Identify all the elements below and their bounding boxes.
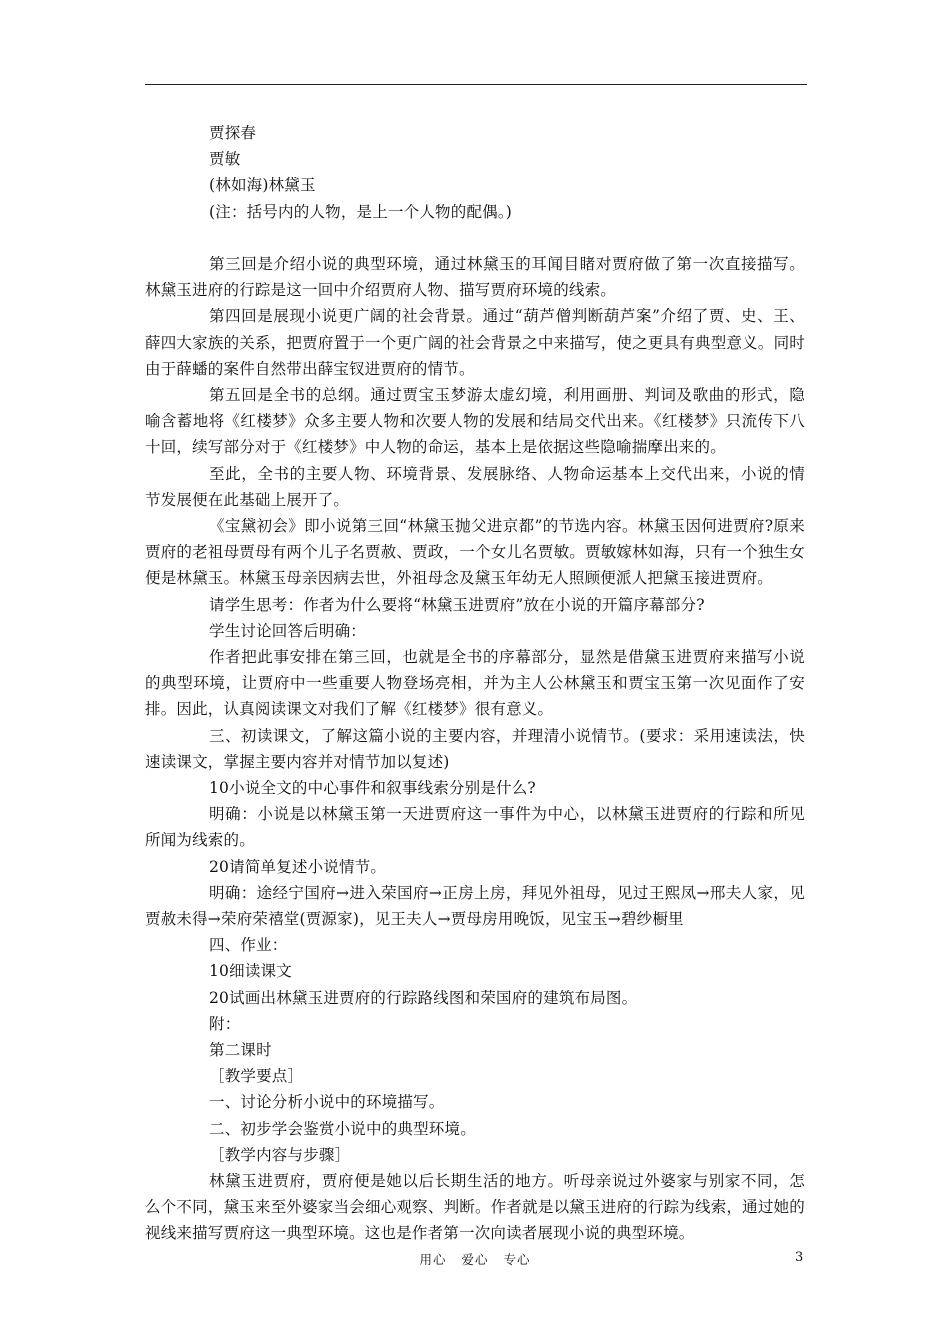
paragraph: 林黛玉进贾府，贾府便是她以后长期生活的地方。听母亲说过外婆家与别家不同，怎么个不同，黛玉来至外婆家当会细心观察、判断。作者就是以黛玉进府的行踪为线索，通过她的视线来描写贾府这一典型环境。这也是作者第一次向读者展现小说的典型环境。 bbox=[145, 1172, 805, 1243]
header-rule bbox=[145, 84, 807, 85]
page-number: 3 bbox=[795, 1250, 804, 1265]
paragraph: 明确：途经宁国府→进入荣国府→正房上房，拜见外祖母，见过王熙凤→邢夫人家，见贾赦未得→荣府荣禧堂(贾源家)，见王夫人→贾母房用晚饭，见宝玉→碧纱橱里 bbox=[145, 883, 805, 929]
paragraph: 第五回是全书的总纲。通过贾宝玉梦游太虚幻境，利用画册、判词及歌曲的形式，隐喻含蓄地将《红楼梦》众多主要人物和次要人物的发展和结局交代出来。《红楼梦》只流传下八十回，续写部分对于《红楼梦》中人物的命运，基本上是依据这些隐喻揣摩出来的。 bbox=[145, 385, 805, 457]
paragraph: 20试画出林黛玉进贾府的行踪路线图和荣国府的建筑布局图。 bbox=[209, 988, 638, 1007]
paragraph: 20请简单复述小说情节。 bbox=[209, 857, 387, 876]
paragraph: 《宝黛初会》即小说第三回“林黛玉抛父进京都”的节选内容。林黛玉因何进贾府?原来贾府的老祖母贾母有两个儿子名贾赦、贾政，一个女儿名贾敏。贾敏嫁林如海，只有一个独生女便是林黛玉。林黛玉母亲因病去世，外祖母念及黛玉年幼无人照顾便派人把黛玉接进贾府。 bbox=[145, 516, 805, 588]
footer-motto: 用心 爱心 专心 bbox=[419, 1252, 531, 1267]
text-line: (注：括号内的人物，是上一个人物的配偶。) bbox=[209, 202, 513, 221]
paragraph: ［教学要点］ bbox=[209, 1067, 304, 1086]
paragraph: 第二课时 bbox=[209, 1041, 272, 1060]
page-body bbox=[145, 120, 805, 1247]
paragraph: 三、初读课文，了解这篇小说的主要内容，并理清小说情节。(要求：采用速读法，快速读课文，掌握主要内容并对情节加以复述) bbox=[145, 726, 805, 771]
paragraph: 至此，全书的主要人物、环境背景、发展脉络、人物命运基本上交代出来，小说的情节发展便在此基础上展开了。 bbox=[145, 464, 805, 509]
paragraph: ［教学内容与步骤］ bbox=[209, 1145, 351, 1164]
paragraph: 二、初步学会鉴赏小说中的典型环境。 bbox=[209, 1119, 476, 1138]
paragraph: 四、作业： bbox=[209, 936, 288, 955]
paragraph: 学生讨论回答后明确： bbox=[209, 621, 367, 640]
paragraph: 明确：小说是以林黛玉第一天进贾府这一事件为中心，以林黛玉进贾府的行踪和所见所闻为线索的。 bbox=[145, 805, 805, 850]
paragraph: 作者把此事安排在第三回，也就是全书的序幕部分，显然是借黛玉进贾府来描写小说的典型环境，让贾府中一些重要人物登场亮相，并为主人公林黛玉和贾宝玉第一次见面作了安排。因此，认真阅读课文对我们了解《红楼梦》很有意义。 bbox=[145, 647, 805, 719]
blank-line bbox=[145, 225, 805, 251]
paragraph: 10小说全文的中心事件和叙事线索分别是什么? bbox=[209, 779, 536, 797]
text-line: (林如海)林黛玉 bbox=[209, 176, 316, 195]
text-line: 贾敏 bbox=[209, 150, 241, 169]
paragraph: 一、讨论分析小说中的环境描写。 bbox=[209, 1093, 445, 1112]
paragraph: 10细读课文 bbox=[209, 962, 292, 981]
paragraph: 附： bbox=[209, 1014, 241, 1033]
paragraph: 请学生思考：作者为什么要将“林黛玉进贾府”放在小说的开篇序幕部分? bbox=[209, 595, 705, 614]
text-line: 贾探春 bbox=[209, 124, 257, 142]
paragraph: 第四回是展现小说更广阔的社会背景。通过“葫芦僧判断葫芦案”介绍了贾、史、王、薛四大家族的关系，把贾府置于一个更广阔的社会背景之中来描写，使之更具有典型意义。同时由于薛蟠的案件自然带出薛宝钗进贾府的情节。 bbox=[145, 307, 805, 378]
paragraph: 第三回是介绍小说的典型环境，通过林黛玉的耳闻目睹对贾府做了第一次直接描写。林黛玉进府的行踪是这一回中介绍贾府人物、描写贾府环境的线索。 bbox=[145, 254, 805, 300]
